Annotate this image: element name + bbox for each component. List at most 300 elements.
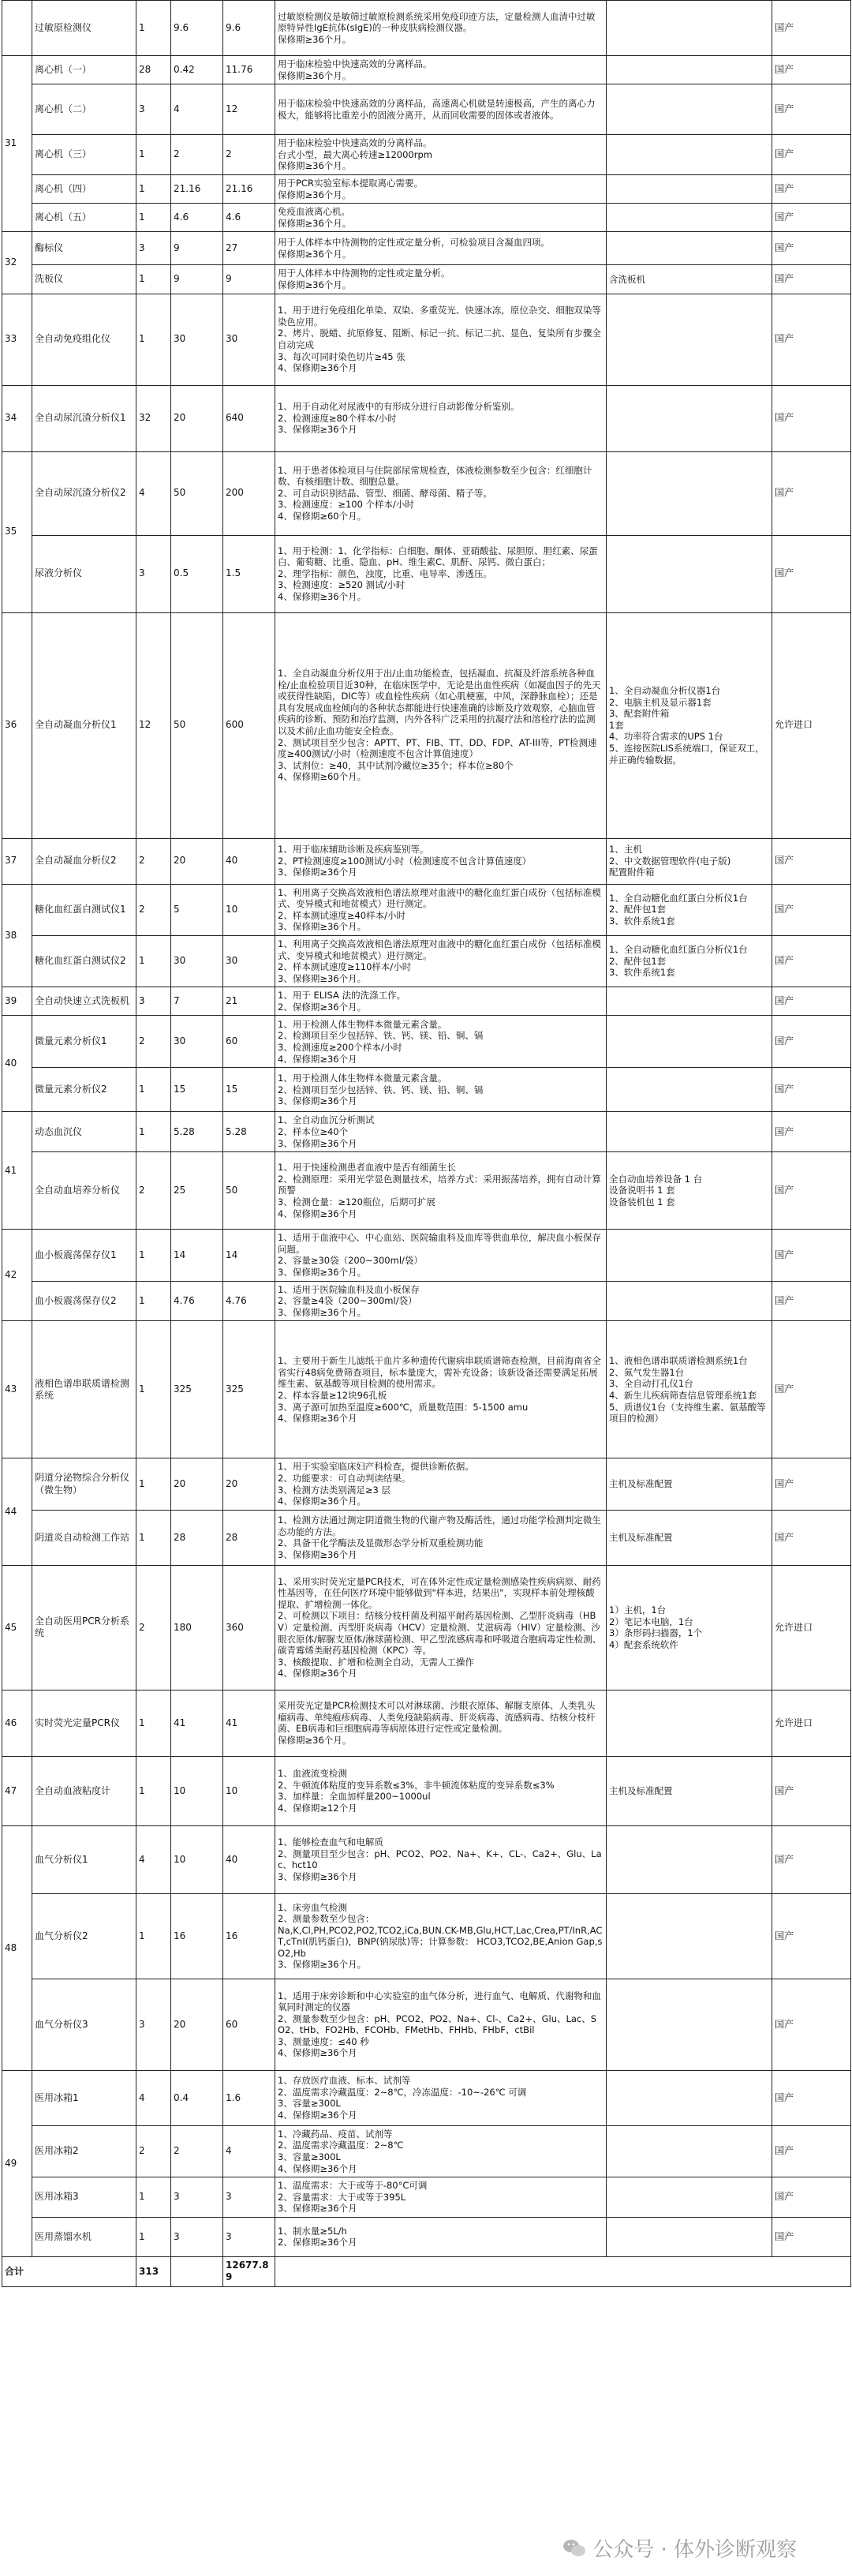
- row-number: 32: [2, 232, 32, 294]
- origin: 国产: [772, 174, 851, 203]
- row-number: 45: [2, 1565, 32, 1690]
- total-price: 15: [223, 1068, 275, 1112]
- equipment-name: 酶标仪: [32, 232, 136, 265]
- quantity: 1: [136, 2177, 171, 2218]
- unit-price: 3: [171, 2217, 223, 2256]
- table-row: [2, 1979, 851, 2070]
- unit-price: 21.16: [171, 174, 223, 203]
- table-row: [2, 294, 851, 385]
- row-number: 40: [2, 1016, 32, 1112]
- origin: 国产: [772, 84, 851, 135]
- unit-price: 28: [171, 1510, 223, 1565]
- row-number: 36: [2, 612, 32, 838]
- unit-price: 7: [171, 987, 223, 1016]
- origin: 国产: [772, 2217, 851, 2256]
- quantity: 2: [136, 838, 171, 884]
- wechat-icon: [562, 2538, 586, 2559]
- equipment-name: 微量元素分析仪1: [32, 1016, 136, 1068]
- equipment-name: 全自动医用PCR分析系统: [32, 1565, 136, 1690]
- equipment-name: 全自动尿沉渣分析仪1: [32, 385, 136, 451]
- table-row: [2, 1152, 851, 1230]
- table-row: [2, 451, 851, 535]
- configuration: [607, 1, 772, 56]
- unit-price: 20: [171, 838, 223, 884]
- equipment-name: 全自动快速立式洗板机: [32, 987, 136, 1016]
- total-price: 40: [223, 838, 275, 884]
- specification: 1、利用离子交换高效液相色谱法原理对血液中的糖化血红蛋白成份（包括标准模式、变异模式和地贫模式）进行测定。 2、样本测试速度≥40样本/小时 3、保修期≥36个月。: [275, 884, 607, 935]
- unit-price: 4: [171, 84, 223, 135]
- unit-price: 9: [171, 232, 223, 265]
- row-number: 46: [2, 1690, 32, 1756]
- row-number: 41: [2, 1112, 32, 1230]
- unit-price: 2: [171, 135, 223, 175]
- equipment-name: 血小板震荡保存仪1: [32, 1230, 136, 1281]
- specification: 采用荧光定量PCR检测技术可以对淋球菌、沙眼衣原体、解脲支原体、人类乳头瘤病毒、单纯疱疹病毒、人类免疫缺陷病毒、肝炎病毒、流感病毒、结核分枝杆菌、EB病毒和巨细胞病毒等病原体进行定性或定量检测。 保修期≥36个月。: [275, 1690, 607, 1756]
- specification: 用于临床检验中快速高效的分离样品，高速离心机就是转速极高，产生的离心力极大，能够将比重差小的固液分离开，从而回收需要的固体或者液体。: [275, 84, 607, 135]
- configuration: [607, 1893, 772, 1979]
- specification: 1、能够检查血气和电解质 2、测量项目至少包含：pH、PCO2、PO2、Na+、K+、CL-、Ca2+、Glu、Lac、hct10 3、保修期≥36个月: [275, 1825, 607, 1893]
- row-number: 33: [2, 294, 32, 385]
- origin: 国产: [772, 535, 851, 612]
- unit-price: 5: [171, 884, 223, 935]
- specification: 1、床旁血气检测 2、测量参数至少包含： Na,K,Cl,PH,PCO2,PO2,TCO2,iCa,BUN.CK-MB,Glu,HCT,Lac,Crea,PT/InR,ACT,cTnI(肌钙蛋白)，BNP(钠尿肽)等；计算参数： HCO3,TCO2,BE,Anion Gap,sO2,Hb 3、保修期≥36个月。: [275, 1893, 607, 1979]
- row-number: 38: [2, 884, 32, 987]
- configuration: [607, 2177, 772, 2218]
- equipment-name: 全自动免疫组化仪: [32, 294, 136, 385]
- origin: 国产: [772, 1825, 851, 1893]
- equipment-name: 糖化血红蛋白测试仪2: [32, 935, 136, 987]
- quantity: 2: [136, 1152, 171, 1230]
- specification: 用于PCR实验室标本提取离心需要。 保修期≥36个月。: [275, 174, 607, 203]
- quantity: 32: [136, 385, 171, 451]
- table-row: [2, 1016, 851, 1068]
- total-price: 40: [223, 1825, 275, 1893]
- equipment-name: 血气分析仪2: [32, 1893, 136, 1979]
- equipment-name: 全自动尿沉渣分析仪2: [32, 451, 136, 535]
- origin: 国产: [772, 1756, 851, 1825]
- unit-price: 20: [171, 1458, 223, 1510]
- unit-price: 25: [171, 1152, 223, 1230]
- specification: 1、用于快速检测患者血液中是否有细菌生长 2、检测原理：采用光学显色测量技术，培养方式：采用振荡培养，拥有自动计算预警 3、检测仓量：≥120瓶位，后期可扩展 4、保修期≥36个月: [275, 1152, 607, 1230]
- total-price: 60: [223, 1016, 275, 1068]
- total-price: 12: [223, 84, 275, 135]
- quantity: 2: [136, 884, 171, 935]
- unit-price: 16: [171, 1893, 223, 1979]
- total-price: 5.28: [223, 1112, 275, 1152]
- configuration: [607, 2217, 772, 2256]
- configuration: [607, 535, 772, 612]
- table-row: [2, 84, 851, 135]
- unit-price: 4.76: [171, 1281, 223, 1321]
- specification: 用于临床检验中快速高效的分离样品。 台式小型，最大离心转速≥12000rpm 保修期≥36个月。: [275, 135, 607, 175]
- row-number: 43: [2, 1321, 32, 1458]
- equipment-name: 全自动凝血分析仪2: [32, 838, 136, 884]
- specification: 1、用于临床辅助诊断及疾病鉴别等。 2、PT检测速度≥100测试/小时（检测速度不包含计算值速度） 3、保修期≥36个月: [275, 838, 607, 884]
- origin: 国产: [772, 1112, 851, 1152]
- total-price: 16: [223, 1893, 275, 1979]
- quantity: 3: [136, 1979, 171, 2070]
- origin: 国产: [772, 1016, 851, 1068]
- specification: 1、采用实时荧光定量PCR技术，可在体外定性或定量检测感染性疾病病原、耐药性基因等，在任何医疗环境中能够做到"样本进，结果出"，实现样本前处理核酸提取、扩增检测一体化。 2、可检测以下项目：结核分枝杆菌及利福平耐药基因检测、乙型肝炎病毒（HBV）定量检测、丙型肝炎病毒（HCV）定量检测、艾滋病毒（HIV）定量检测、沙眼衣原体/解脲支原体/淋球菌检测、甲乙型流感病毒和呼吸道合胞病毒定性检测、碳青霉烯类耐药基因检测（KPC）等。 3、核酸提取、扩增和检测全自动，无需人工操作 4、保修期≥36个月: [275, 1565, 607, 1690]
- total-quantity: 313: [136, 2256, 171, 2286]
- origin: 国产: [772, 2177, 851, 2218]
- table-row: [2, 1510, 851, 1565]
- row-number: 37: [2, 838, 32, 884]
- origin: 国产: [772, 56, 851, 84]
- table-row: [2, 987, 851, 1016]
- origin: 国产: [772, 1510, 851, 1565]
- configuration: 主机及标准配置: [607, 1756, 772, 1825]
- origin: 国产: [772, 987, 851, 1016]
- unit-price: 50: [171, 451, 223, 535]
- configuration: [607, 1690, 772, 1756]
- quantity: 1: [136, 1281, 171, 1321]
- equipment-name: 血小板震荡保存仪2: [32, 1281, 136, 1321]
- origin: 国产: [772, 1068, 851, 1112]
- equipment-name: 液相色谱串联质谱检测系统: [32, 1321, 136, 1458]
- total-price: 50: [223, 1152, 275, 1230]
- origin: 允许进口: [772, 1565, 851, 1690]
- specification: 1、主要用于新生儿滤纸干血片多种遗传代谢病串联质谱筛查检测，目前海南省全省实行48病免费筛查项目，标本量庞大，需补充设备；该新设备还需要满足拓展维生素、氨基酸等项目检测的使用需求。 2、样本容量≥12块96孔板 3、离子源可加热至温度≥600℃，质量数范围：5-1500 amu 4、保修期≥36个月: [275, 1321, 607, 1458]
- configuration: 1、全自动糖化血红蛋白分析仪1台 2、配件包1套 3、软件系统1套: [607, 884, 772, 935]
- unit-price: 3: [171, 2177, 223, 2218]
- quantity: 1: [136, 135, 171, 175]
- quantity: 1: [136, 1756, 171, 1825]
- origin: 国产: [772, 265, 851, 294]
- specification: 1、存放医疗血液、标本、试剂等 2、温度需求冷藏温度：2~8℃，冷冻温度：-10~-26℃ 可调 3、容量≥300L 4、保修期≥36个月: [275, 2070, 607, 2125]
- configuration: [607, 84, 772, 135]
- configuration: 1、全自动凝血分析仪器1台 2、电脑主机及显示器1套 3、配套附件箱 1套 4、功率符合需求的UPS 1台 5、连接医院LIS系统端口，保证双工，并正确传输数据。: [607, 612, 772, 838]
- configuration: 含洗板机: [607, 265, 772, 294]
- total-price: 20: [223, 1458, 275, 1510]
- unit-price: 30: [171, 935, 223, 987]
- origin: 国产: [772, 838, 851, 884]
- configuration: 主机及标准配置: [607, 1510, 772, 1565]
- table-row: [2, 1068, 851, 1112]
- specification: 1、用于进行免疫组化单染、双染、多重荧光、快速冰冻，原位杂交、细胞双染等染色应用。 2、烤片、脱蜡、抗原修复、阻断、标记一抗、标记二抗、显色、复染所有步骤全自动完成 3、每次可同时染色切片≥45 张 4、保修期≥36个月: [275, 294, 607, 385]
- total-label: 合计: [2, 2256, 136, 2286]
- row-number: 47: [2, 1756, 32, 1825]
- total-price: 600: [223, 612, 275, 838]
- origin: 国产: [772, 1281, 851, 1321]
- table-row: [2, 2217, 851, 2256]
- table-row: [2, 1690, 851, 1756]
- configuration: [607, 2070, 772, 2125]
- total-price: 3: [223, 2177, 275, 2218]
- configuration: [607, 1825, 772, 1893]
- configuration: [607, 987, 772, 1016]
- configuration: 1、主机 2、中文数据管理软件(电子版) 配置附件箱: [607, 838, 772, 884]
- configuration: [607, 56, 772, 84]
- quantity: 1: [136, 1, 171, 56]
- configuration: [607, 2125, 772, 2177]
- specification: 1、适用于血液中心、中心血站、医院输血科及血库等供血单位，解决血小板保存问题。 2、容量≥30袋（200~300ml/袋） 3、保修期≥36个月。: [275, 1230, 607, 1281]
- quantity: 1: [136, 1230, 171, 1281]
- unit-price: 20: [171, 1979, 223, 2070]
- specification: 1、全自动血沉分析测试 2、样本位≥40个 3、保修期≥36个月: [275, 1112, 607, 1152]
- quantity: 4: [136, 1825, 171, 1893]
- table-row: [2, 135, 851, 175]
- origin: 国产: [772, 135, 851, 175]
- equipment-name: 离心机（一）: [32, 56, 136, 84]
- equipment-name: 阴道炎自动检测工作站: [32, 1510, 136, 1565]
- total-price: 21.16: [223, 174, 275, 203]
- quantity: 1: [136, 265, 171, 294]
- unit-price: 5.28: [171, 1112, 223, 1152]
- equipment-name: 离心机（三）: [32, 135, 136, 175]
- equipment-table: [2, 0, 851, 2287]
- origin: 允许进口: [772, 612, 851, 838]
- configuration: 1）主机，1台 2）笔记本电脑，1台 3）条形码扫描器，1个 4）配套系统软件: [607, 1565, 772, 1690]
- table-row: [2, 1112, 851, 1152]
- origin: 国产: [772, 935, 851, 987]
- total-price: 27: [223, 232, 275, 265]
- table-row: [2, 2070, 851, 2125]
- quantity: 4: [136, 451, 171, 535]
- quantity: 1: [136, 1510, 171, 1565]
- specification: 1、用于患者体检项目与住院部尿常规检查，体液检测参数至少包含：红细胞计数、有核细胞计数、细胞总量。 2、可自动识别结晶、管型、细菌、酵母菌、精子等。 3、检测速度：≥100 个样本/小时 4、保修期≥60个月。: [275, 451, 607, 535]
- unit-price: 9.6: [171, 1, 223, 56]
- table-row: [2, 204, 851, 232]
- total-price: 30: [223, 935, 275, 987]
- specification: 1、温度需求：大于或等于-80°C可调 2、容量需求：大于或等于395L 3、保修期≥36个月: [275, 2177, 607, 2218]
- table-row: [2, 1458, 851, 1510]
- configuration: [607, 232, 772, 265]
- total-price: 3: [223, 2217, 275, 2256]
- quantity: 12: [136, 612, 171, 838]
- equipment-name: 动态血沉仪: [32, 1112, 136, 1152]
- specification: 1、用于检测人体生物样本微量元素含量。 2、检测项目至少包括锌、铁、钙、镁、铅、铜、镉 3、检测速度≥200个样本/小时 4、保修期≥36个月: [275, 1016, 607, 1068]
- table-row: [2, 1756, 851, 1825]
- specification: 用于人体样本中待测物的定性或定量分析，可检验项目含凝血四项。 保修期≥36个月。: [275, 232, 607, 265]
- watermark: [562, 2533, 797, 2563]
- origin: 国产: [772, 451, 851, 535]
- equipment-name: 全自动血液粘度计: [32, 1756, 136, 1825]
- configuration: [607, 1016, 772, 1068]
- total-price: 10: [223, 884, 275, 935]
- quantity: 1: [136, 1690, 171, 1756]
- configuration: 1、全自动糖化血红蛋白分析仪1台 2、配件包1套 3、软件系统1套: [607, 935, 772, 987]
- total-price: 325: [223, 1321, 275, 1458]
- specification: 1、利用离子交换高效液相色谱法原理对血液中的糖化血红蛋白成份（包括标准模式、变异模式和地贫模式）进行测定。 2、样本测试速度≥110样本/小时 3、保修期≥36个月。: [275, 935, 607, 987]
- table-row: [2, 2177, 851, 2218]
- origin: 国产: [772, 1893, 851, 1979]
- equipment-name: 血气分析仪1: [32, 1825, 136, 1893]
- unit-price: 0.4: [171, 2070, 223, 2125]
- configuration: [607, 174, 772, 203]
- table-row: [2, 612, 851, 838]
- configuration: [607, 294, 772, 385]
- origin: 国产: [772, 385, 851, 451]
- quantity: 3: [136, 84, 171, 135]
- total-unit-price: [171, 2256, 223, 2286]
- origin: 国产: [772, 1321, 851, 1458]
- row-number: 44: [2, 1458, 32, 1565]
- specification: 免疫血液离心机。 保修期≥36个月。: [275, 204, 607, 232]
- table-row: [2, 1281, 851, 1321]
- equipment-name: 实时荧光定量PCR仪: [32, 1690, 136, 1756]
- quantity: 1: [136, 294, 171, 385]
- row-number: 35: [2, 451, 32, 612]
- table-body: [2, 1, 851, 2287]
- table-total-row: [2, 2256, 851, 2286]
- equipment-name: 尿液分析仪: [32, 535, 136, 612]
- unit-price: 41: [171, 1690, 223, 1756]
- equipment-name: 离心机（二）: [32, 84, 136, 135]
- equipment-name: 离心机（四）: [32, 174, 136, 203]
- table-row: [2, 265, 851, 294]
- quantity: 2: [136, 1565, 171, 1690]
- table-row: [2, 1893, 851, 1979]
- equipment-name: 糖化血红蛋白测试仪1: [32, 884, 136, 935]
- unit-price: 30: [171, 1016, 223, 1068]
- origin: 允许进口: [772, 1690, 851, 1756]
- unit-price: 2: [171, 2125, 223, 2177]
- total-row-blank: [275, 2256, 851, 2286]
- total-price: 360: [223, 1565, 275, 1690]
- origin: 国产: [772, 1152, 851, 1230]
- unit-price: 10: [171, 1825, 223, 1893]
- table-row: [2, 1230, 851, 1281]
- table-row: [2, 535, 851, 612]
- origin: 国产: [772, 232, 851, 265]
- table-row: [2, 884, 851, 935]
- configuration: [607, 1281, 772, 1321]
- specification: 1、血液流变检测 2、牛顿流体粘度的变异系数≤3%，非牛顿流体粘度的变异系数≤3% 3、加样量：全血加样量200~1000ul 4、保修期≥12个月: [275, 1756, 607, 1825]
- total-price: 200: [223, 451, 275, 535]
- total-price: 60: [223, 1979, 275, 2070]
- specification: 1、用于 ELISA 法的洗涤工作。 2、保修期≥36个月。: [275, 987, 607, 1016]
- quantity: 1: [136, 1893, 171, 1979]
- quantity: 3: [136, 232, 171, 265]
- unit-price: 10: [171, 1756, 223, 1825]
- quantity: 2: [136, 2125, 171, 2177]
- equipment-name: 全自动凝血分析仪1: [32, 612, 136, 838]
- specification: 1、用于检测：1、化学指标：白细胞、酮体、亚硝酸盐、尿胆原、胆红素、尿蛋白、葡萄糖、比重、隐血、pH、维生素C、肌酐、尿钙、微白蛋白； 2、理学指标：颜色，浊度，比重、电导率、渗透压。 3、检测速度：≥520 测试/小时 4、保修期≥36个月。: [275, 535, 607, 612]
- origin: 国产: [772, 294, 851, 385]
- total-price: 4.76: [223, 1281, 275, 1321]
- equipment-name: 微量元素分析仪2: [32, 1068, 136, 1112]
- specification: 用于临床检验中快速高效的分离样品。 保修期≥36个月。: [275, 56, 607, 84]
- total-price: 11.76: [223, 56, 275, 84]
- total-price: 30: [223, 294, 275, 385]
- equipment-name: 洗板仪: [32, 265, 136, 294]
- total-price: 4: [223, 2125, 275, 2177]
- quantity: 1: [136, 1458, 171, 1510]
- specification: 1、检测方法通过测定阴道微生物的代谢产物及酶活性，通过功能学检测判定微生态功能的方法。 2、具备干化学酶法及显微形态学分析双重检测功能 3、保修期≥36个月: [275, 1510, 607, 1565]
- total-price: 14: [223, 1230, 275, 1281]
- unit-price: 180: [171, 1565, 223, 1690]
- equipment-name: 医用冰箱2: [32, 2125, 136, 2177]
- table-row: [2, 232, 851, 265]
- total-price: 9.6: [223, 1, 275, 56]
- origin: 国产: [772, 204, 851, 232]
- quantity: 2: [136, 1016, 171, 1068]
- quantity: 3: [136, 987, 171, 1016]
- origin: 国产: [772, 1, 851, 56]
- equipment-name: 血气分析仪3: [32, 1979, 136, 2070]
- equipment-name: 全自动血培养分析仪: [32, 1152, 136, 1230]
- total-price: 41: [223, 1690, 275, 1756]
- origin: 国产: [772, 1230, 851, 1281]
- origin: 国产: [772, 2125, 851, 2177]
- row-number: 48: [2, 1825, 32, 2070]
- unit-price: 4.6: [171, 204, 223, 232]
- unit-price: 50: [171, 612, 223, 838]
- specification: 1、用于实验室临床妇产科检查，提供诊断依据。 2、功能要求：可自动判读结果。 3、检测方法类别满足≥3 层 4、保修期≥36个月。: [275, 1458, 607, 1510]
- quantity: 1: [136, 1068, 171, 1112]
- quantity: 1: [136, 2217, 171, 2256]
- quantity: 4: [136, 2070, 171, 2125]
- configuration: [607, 1068, 772, 1112]
- specification: 1、制水量≥5L/h 2、保修期≥36个月: [275, 2217, 607, 2256]
- specification: 1、用于检测人体生物样本微量元素含量。 2、检测项目至少包括锌、铁、钙、镁、铅、铜、镉 3、保修期≥36个月: [275, 1068, 607, 1112]
- row-number: 39: [2, 987, 32, 1016]
- configuration: [607, 204, 772, 232]
- unit-price: 15: [171, 1068, 223, 1112]
- configuration: [607, 135, 772, 175]
- unit-price: 20: [171, 385, 223, 451]
- total-price: 28: [223, 1510, 275, 1565]
- quantity: 1: [136, 174, 171, 203]
- unit-price: 9: [171, 265, 223, 294]
- watermark-text: 公众号 · 体外诊断观察: [592, 2538, 797, 2562]
- equipment-name: 医用冰箱1: [32, 2070, 136, 2125]
- grand-total: 12677.89: [223, 2256, 275, 2286]
- specification: 1、适用于床旁诊断和中心实验室的血气体分析，进行血气、电解质、代谢物和血氧同时测定的仪器 2、测量参数至少包含：pH、PCO2、PO2、Na+、Cl-、Ca2+、Glu、Lac、SO2、tHb、FO2Hb、FCOHb、FMetHb、FHHb、FHbF、ctBil 3、测量速度：≤40 秒 4、保修期≥36个月: [275, 1979, 607, 2070]
- configuration: [607, 1979, 772, 2070]
- specification: 用于人体样本中待测物的定性或定量分析。 保修期≥36个月。: [275, 265, 607, 294]
- configuration: 1、液相色谱串联质谱检测系统1台 2、氮气发生器1台 3、全自动打孔仪1台 4、新生儿疾病筛查信息管理系统1套 5、质谱仪1台（支持维生素、氨基酸等项目的检测）: [607, 1321, 772, 1458]
- equipment-name: 离心机（五）: [32, 204, 136, 232]
- quantity: 1: [136, 204, 171, 232]
- specification: 1、适用于医院输血科及血小板保存 2、容量≥4袋（200~300ml/袋） 3、保修期≥36个月。: [275, 1281, 607, 1321]
- table-row: [2, 56, 851, 84]
- total-price: 1.5: [223, 535, 275, 612]
- quantity: 28: [136, 56, 171, 84]
- unit-price: 14: [171, 1230, 223, 1281]
- total-price: 1.6: [223, 2070, 275, 2125]
- origin: 国产: [772, 884, 851, 935]
- row-number: 31: [2, 56, 32, 232]
- configuration: [607, 1230, 772, 1281]
- table-row: [2, 935, 851, 987]
- configuration: [607, 1112, 772, 1152]
- total-price: 640: [223, 385, 275, 451]
- origin: 国产: [772, 1458, 851, 1510]
- table-row: [2, 838, 851, 884]
- equipment-name: 阴道分泌物综合分析仪（微生物）: [32, 1458, 136, 1510]
- row-number: [2, 1, 32, 56]
- configuration: [607, 385, 772, 451]
- total-price: 10: [223, 1756, 275, 1825]
- table-row: [2, 1825, 851, 1893]
- quantity: 1: [136, 935, 171, 987]
- configuration: 全自动血培养设备 1 台 设备说明书 1 套 设备装机包 1 套: [607, 1152, 772, 1230]
- table-row: [2, 1565, 851, 1690]
- unit-price: 0.5: [171, 535, 223, 612]
- configuration: [607, 451, 772, 535]
- unit-price: 30: [171, 294, 223, 385]
- unit-price: 0.42: [171, 56, 223, 84]
- table-row: [2, 1, 851, 56]
- equipment-name: 医用蒸馏水机: [32, 2217, 136, 2256]
- row-number: 49: [2, 2070, 32, 2256]
- quantity: 1: [136, 1112, 171, 1152]
- origin: 国产: [772, 1979, 851, 2070]
- table-row: [2, 2125, 851, 2177]
- specification: 过敏原检测仪是敏筛过敏原检测系统采用免疫印迹方法，定量检测人血清中过敏原特异性IgE抗体(sIgE)的一种皮肤病检测仪器。 保修期≥36个月。: [275, 1, 607, 56]
